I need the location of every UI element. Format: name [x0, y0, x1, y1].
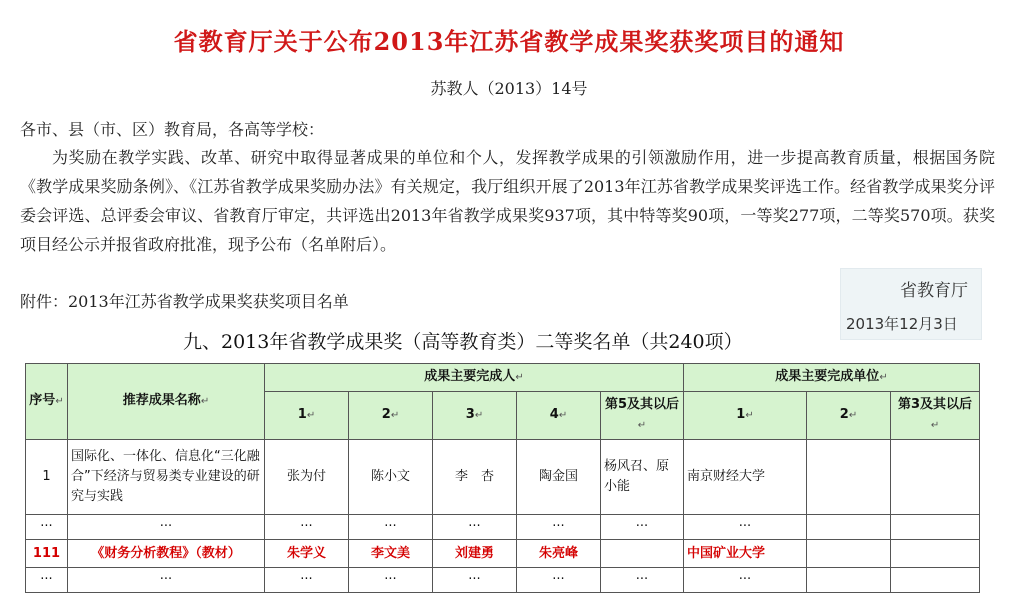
signature-organization: 省教育厅 — [900, 281, 968, 301]
cell-unit-1: ··· — [684, 515, 807, 540]
cell-person-5-plus: ··· — [601, 568, 684, 593]
cell-unit-2 — [807, 568, 891, 593]
cell-person-1: 朱学义 — [265, 540, 349, 568]
cell-unit-2 — [807, 540, 891, 568]
greeting: 各市、县（市、区）教育局，各高等学校： — [20, 120, 325, 139]
document-number: 苏教人（2013）14号 — [430, 79, 588, 98]
header-units-group: 成果主要完成单位↵ — [684, 364, 980, 392]
attachment-line: 附件：2013年江苏省教学成果奖获奖项目名单 — [20, 292, 349, 311]
header-unit-2: 2↵ — [807, 392, 891, 440]
cell-person-4: 陶金国 — [517, 440, 601, 515]
cell-person-4: 朱亮峰 — [517, 540, 601, 568]
table-row — [26, 540, 980, 568]
cell-name: ··· — [68, 568, 265, 593]
cell-person-3: ··· — [433, 568, 517, 593]
header-person-4: 4↵ — [517, 392, 601, 440]
cell-person-1: 张为付 — [265, 440, 349, 515]
cell-person-5-plus: ··· — [601, 515, 684, 540]
cell-person-1: ··· — [265, 515, 349, 540]
table-row — [26, 515, 980, 540]
cell-unit-1: 南京财经大学 — [684, 440, 807, 515]
cell-unit-1: ··· — [684, 568, 807, 593]
award-list-title: 九、2013年省教学成果奖（高等教育类）二等奖名单（共240项） — [183, 331, 743, 353]
header-person-5-plus: 第5及其以后↵ — [601, 392, 684, 440]
header-person-1: 1↵ — [265, 392, 349, 440]
cell-seq: 111 — [26, 540, 68, 568]
header-person-2: 2↵ — [349, 392, 433, 440]
award-table — [25, 363, 980, 593]
cell-seq: ··· — [26, 515, 68, 540]
notice-body: 为奖励在教学实践、改革、研究中取得显著成果的单位和个人，发挥教学成果的引领激励作用，进一步提高教育质量，根据国务院《教学成果奖励条例》、《江苏省教学成果奖励办法》有关规定，我厅组织开展了2013年江苏省教学成果奖评选工作。经省教学成果奖分评委会评选、总评委会审议、省教育厅审定，共评选出2013年省教学成果奖937项，其中特等奖90项，一等奖277项，二等奖570项。获奖项目经公示并报省政府批准，现予公布（名单附后）。 — [20, 148, 995, 254]
cell-person-2: 陈小文 — [349, 440, 433, 515]
cell-person-5-plus: 杨风召、原小能 — [601, 440, 684, 515]
cell-person-2: ··· — [349, 568, 433, 593]
cell-person-4: ··· — [517, 568, 601, 593]
header-unit-3-plus: 第3及其以后↵ — [891, 392, 980, 440]
header-seq: 序号↵ — [26, 364, 68, 440]
table-header-row — [26, 364, 980, 392]
cell-unit-3-plus — [891, 440, 980, 515]
cell-person-2: 李文美 — [349, 540, 433, 568]
cell-person-3: 李 杏 — [433, 440, 517, 515]
cell-person-3: 刘建勇 — [433, 540, 517, 568]
header-person-3: 3↵ — [433, 392, 517, 440]
header-persons-group: 成果主要完成人↵ — [265, 364, 684, 392]
cell-name: ··· — [68, 515, 265, 540]
cell-seq: 1 — [26, 440, 68, 515]
cell-person-4: ··· — [517, 515, 601, 540]
cell-unit-2 — [807, 515, 891, 540]
signature-date: 2013年12月3日 — [846, 315, 958, 333]
cell-person-2: ··· — [349, 515, 433, 540]
table-row — [26, 440, 980, 515]
header-unit-1: 1↵ — [684, 392, 807, 440]
cell-person-3: ··· — [433, 515, 517, 540]
cell-unit-1: 中国矿业大学 — [684, 540, 807, 568]
cell-unit-3-plus — [891, 540, 980, 568]
cell-seq: ··· — [26, 568, 68, 593]
header-name: 推荐成果名称↵ — [68, 364, 265, 440]
cell-unit-2 — [807, 440, 891, 515]
notice-title: 省教育厅关于公布2013年江苏省教学成果奖获奖项目的通知 — [173, 27, 845, 56]
cell-unit-3-plus — [891, 515, 980, 540]
cell-name: 《财务分析教程》（教材） — [68, 540, 265, 568]
cell-name: 国际化、一体化、信息化“三化融合”下经济与贸易类专业建设的研究与实践 — [68, 440, 265, 515]
cell-person-1: ··· — [265, 568, 349, 593]
cell-person-5-plus — [601, 540, 684, 568]
cell-unit-3-plus — [891, 568, 980, 593]
table-row — [26, 568, 980, 593]
